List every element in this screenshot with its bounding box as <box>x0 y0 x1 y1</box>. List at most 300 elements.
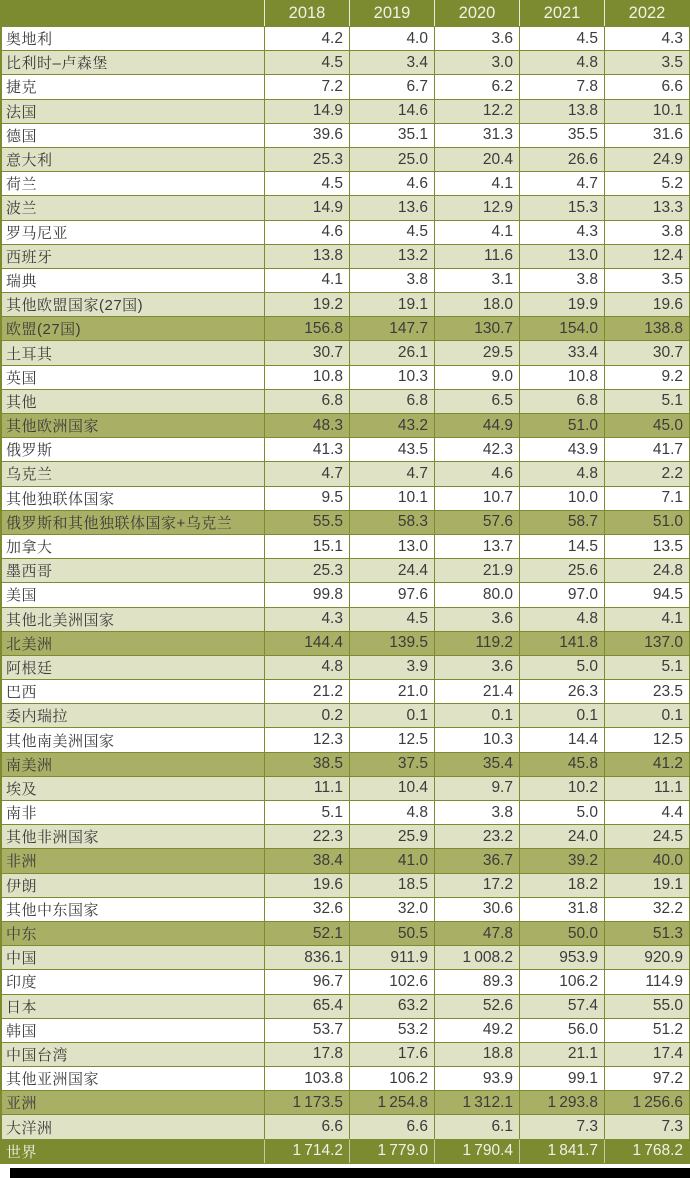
value-cell: 4.6 <box>434 461 519 485</box>
table-row <box>2 921 689 945</box>
header-row <box>2 0 689 26</box>
value-cell: 30.6 <box>434 897 519 921</box>
value-cell: 12.3 <box>264 727 349 751</box>
value-cell: 12.9 <box>434 195 519 219</box>
row-label: 罗马尼亚 <box>2 220 264 244</box>
value-cell: 14.4 <box>519 727 604 751</box>
value-cell: 97.2 <box>604 1066 689 1090</box>
row-label: 德国 <box>2 123 264 147</box>
table-row <box>2 994 689 1018</box>
table-row <box>2 1018 689 1042</box>
value-cell: 12.5 <box>604 727 689 751</box>
value-cell: 41.7 <box>604 437 689 461</box>
table-row <box>2 703 689 727</box>
value-cell: 96.7 <box>264 969 349 993</box>
value-cell: 6.8 <box>264 389 349 413</box>
value-cell: 32.2 <box>604 897 689 921</box>
value-cell: 4.4 <box>604 800 689 824</box>
value-cell: 21.2 <box>264 679 349 703</box>
value-cell: 48.3 <box>264 413 349 437</box>
value-cell: 3.5 <box>604 268 689 292</box>
table-row <box>2 244 689 268</box>
value-cell: 13.2 <box>349 244 434 268</box>
value-cell: 137.0 <box>604 631 689 655</box>
value-cell: 36.7 <box>434 848 519 872</box>
table-row <box>2 195 689 219</box>
value-cell: 9.0 <box>434 365 519 389</box>
table-row <box>2 897 689 921</box>
value-cell: 31.6 <box>604 123 689 147</box>
value-cell: 56.0 <box>519 1018 604 1042</box>
row-label: 捷克 <box>2 74 264 98</box>
value-cell: 7.3 <box>604 1114 689 1138</box>
value-cell: 7.2 <box>264 74 349 98</box>
value-cell: 14.9 <box>264 99 349 123</box>
value-cell: 33.4 <box>519 340 604 364</box>
value-cell: 10.3 <box>434 727 519 751</box>
table-row <box>2 147 689 171</box>
value-cell: 45.0 <box>604 413 689 437</box>
value-cell: 1 841.7 <box>519 1139 604 1163</box>
table-body <box>2 26 689 1163</box>
row-label: 其他欧洲国家 <box>2 413 264 437</box>
value-cell: 44.9 <box>434 413 519 437</box>
value-cell: 1 256.6 <box>604 1090 689 1114</box>
value-cell: 156.8 <box>264 316 349 340</box>
value-cell: 4.6 <box>264 220 349 244</box>
value-cell: 10.2 <box>519 776 604 800</box>
value-cell: 10.8 <box>264 365 349 389</box>
value-cell: 47.8 <box>434 921 519 945</box>
table-row <box>2 26 689 50</box>
value-cell: 24.8 <box>604 558 689 582</box>
value-cell: 35.4 <box>434 752 519 776</box>
value-cell: 51.0 <box>519 413 604 437</box>
value-cell: 32.6 <box>264 897 349 921</box>
table-row <box>2 873 689 897</box>
value-cell: 19.6 <box>604 292 689 316</box>
value-cell: 94.5 <box>604 582 689 606</box>
row-label: 北美洲 <box>2 631 264 655</box>
value-cell: 4.8 <box>519 461 604 485</box>
row-label: 其他非洲国家 <box>2 824 264 848</box>
value-cell: 1 714.2 <box>264 1139 349 1163</box>
value-cell: 11.1 <box>264 776 349 800</box>
row-label: 其他南美洲国家 <box>2 727 264 751</box>
row-label: 欧盟(27国) <box>2 316 264 340</box>
value-cell: 14.5 <box>519 534 604 558</box>
value-cell: 1 293.8 <box>519 1090 604 1114</box>
table-row <box>2 631 689 655</box>
value-cell: 12.2 <box>434 99 519 123</box>
value-cell: 97.0 <box>519 582 604 606</box>
value-cell: 3.5 <box>604 50 689 74</box>
value-cell: 37.5 <box>349 752 434 776</box>
value-cell: 45.8 <box>519 752 604 776</box>
value-cell: 9.5 <box>264 486 349 510</box>
row-label: 非洲 <box>2 848 264 872</box>
value-cell: 141.8 <box>519 631 604 655</box>
value-cell: 4.8 <box>519 50 604 74</box>
table-row <box>2 99 689 123</box>
value-cell: 5.2 <box>604 171 689 195</box>
value-cell: 2.2 <box>604 461 689 485</box>
value-cell: 14.6 <box>349 99 434 123</box>
value-cell: 30.7 <box>604 340 689 364</box>
value-cell: 102.6 <box>349 969 434 993</box>
value-cell: 17.4 <box>604 1042 689 1066</box>
value-cell: 29.5 <box>434 340 519 364</box>
value-cell: 5.1 <box>604 655 689 679</box>
header-year-2021: 2021 <box>519 0 604 26</box>
value-cell: 6.8 <box>349 389 434 413</box>
table-row <box>2 437 689 461</box>
value-cell: 3.8 <box>349 268 434 292</box>
value-cell: 19.1 <box>604 873 689 897</box>
value-cell: 6.1 <box>434 1114 519 1138</box>
row-label: 南美洲 <box>2 752 264 776</box>
value-cell: 38.5 <box>264 752 349 776</box>
row-label: 中国 <box>2 945 264 969</box>
value-cell: 4.7 <box>519 171 604 195</box>
value-cell: 3.8 <box>604 220 689 244</box>
row-label: 埃及 <box>2 776 264 800</box>
header-year-2022: 2022 <box>604 0 689 26</box>
value-cell: 13.6 <box>349 195 434 219</box>
value-cell: 41.0 <box>349 848 434 872</box>
table-row <box>2 123 689 147</box>
table-row <box>2 582 689 606</box>
value-cell: 0.2 <box>264 703 349 727</box>
table-row <box>2 220 689 244</box>
value-cell: 23.2 <box>434 824 519 848</box>
table-row <box>2 316 689 340</box>
row-label: 伊朗 <box>2 873 264 897</box>
value-cell: 19.2 <box>264 292 349 316</box>
table-row <box>2 74 689 98</box>
value-cell: 21.9 <box>434 558 519 582</box>
value-cell: 30.7 <box>264 340 349 364</box>
table-row <box>2 510 689 534</box>
row-label: 阿根廷 <box>2 655 264 679</box>
table-row <box>2 727 689 751</box>
value-cell: 41.3 <box>264 437 349 461</box>
value-cell: 55.0 <box>604 994 689 1018</box>
value-cell: 25.9 <box>349 824 434 848</box>
row-label: 美国 <box>2 582 264 606</box>
value-cell: 19.9 <box>519 292 604 316</box>
row-label: 大洋洲 <box>2 1114 264 1138</box>
value-cell: 18.5 <box>349 873 434 897</box>
value-cell: 7.8 <box>519 74 604 98</box>
value-cell: 24.0 <box>519 824 604 848</box>
row-label: 土耳其 <box>2 340 264 364</box>
value-cell: 80.0 <box>434 582 519 606</box>
value-cell: 31.3 <box>434 123 519 147</box>
value-cell: 3.0 <box>434 50 519 74</box>
row-label: 其他 <box>2 389 264 413</box>
row-label: 其他亚洲国家 <box>2 1066 264 1090</box>
table-row <box>2 171 689 195</box>
table-row <box>2 340 689 364</box>
table-row <box>2 824 689 848</box>
value-cell: 24.9 <box>604 147 689 171</box>
value-cell: 5.1 <box>264 800 349 824</box>
table-row <box>2 800 689 824</box>
value-cell: 6.7 <box>349 74 434 98</box>
value-cell: 10.1 <box>604 99 689 123</box>
value-cell: 6.2 <box>434 74 519 98</box>
value-cell: 4.0 <box>349 26 434 50</box>
table-row <box>2 389 689 413</box>
value-cell: 11.1 <box>604 776 689 800</box>
value-cell: 42.3 <box>434 437 519 461</box>
value-cell: 51.3 <box>604 921 689 945</box>
value-cell: 4.2 <box>264 26 349 50</box>
table-row <box>2 848 689 872</box>
row-label: 日本 <box>2 994 264 1018</box>
row-label: 瑞典 <box>2 268 264 292</box>
value-cell: 953.9 <box>519 945 604 969</box>
value-cell: 35.5 <box>519 123 604 147</box>
value-cell: 1 008.2 <box>434 945 519 969</box>
value-cell: 23.5 <box>604 679 689 703</box>
value-cell: 24.4 <box>349 558 434 582</box>
row-label: 意大利 <box>2 147 264 171</box>
value-cell: 40.0 <box>604 848 689 872</box>
table-row <box>2 365 689 389</box>
header-empty-cell <box>2 0 264 26</box>
value-cell: 6.8 <box>519 389 604 413</box>
table-row <box>2 534 689 558</box>
row-label: 巴西 <box>2 679 264 703</box>
row-label: 奥地利 <box>2 26 264 50</box>
table-row <box>2 413 689 437</box>
value-cell: 911.9 <box>349 945 434 969</box>
table-row <box>2 945 689 969</box>
value-cell: 4.8 <box>264 655 349 679</box>
value-cell: 99.8 <box>264 582 349 606</box>
value-cell: 147.7 <box>349 316 434 340</box>
value-cell: 52.6 <box>434 994 519 1018</box>
value-cell: 106.2 <box>519 969 604 993</box>
value-cell: 50.5 <box>349 921 434 945</box>
row-label: 加拿大 <box>2 534 264 558</box>
table-row <box>2 655 689 679</box>
value-cell: 89.3 <box>434 969 519 993</box>
value-cell: 55.5 <box>264 510 349 534</box>
row-label: 西班牙 <box>2 244 264 268</box>
value-cell: 6.5 <box>434 389 519 413</box>
value-cell: 12.4 <box>604 244 689 268</box>
value-cell: 18.0 <box>434 292 519 316</box>
table-row <box>2 558 689 582</box>
value-cell: 17.8 <box>264 1042 349 1066</box>
value-cell: 26.6 <box>519 147 604 171</box>
value-cell: 3.1 <box>434 268 519 292</box>
value-cell: 0.1 <box>349 703 434 727</box>
value-cell: 20.4 <box>434 147 519 171</box>
value-cell: 1 768.2 <box>604 1139 689 1163</box>
table-row <box>2 1042 689 1066</box>
value-cell: 18.8 <box>434 1042 519 1066</box>
value-cell: 11.6 <box>434 244 519 268</box>
value-cell: 63.2 <box>349 994 434 1018</box>
header-year-2020: 2020 <box>434 0 519 26</box>
value-cell: 9.2 <box>604 365 689 389</box>
value-cell: 43.5 <box>349 437 434 461</box>
value-cell: 4.6 <box>349 171 434 195</box>
value-cell: 25.6 <box>519 558 604 582</box>
value-cell: 65.4 <box>264 994 349 1018</box>
value-cell: 4.8 <box>519 607 604 631</box>
value-cell: 1 173.5 <box>264 1090 349 1114</box>
value-cell: 13.5 <box>604 534 689 558</box>
value-cell: 139.5 <box>349 631 434 655</box>
value-cell: 920.9 <box>604 945 689 969</box>
value-cell: 39.2 <box>519 848 604 872</box>
value-cell: 19.6 <box>264 873 349 897</box>
row-label: 波兰 <box>2 195 264 219</box>
value-cell: 50.0 <box>519 921 604 945</box>
value-cell: 4.3 <box>519 220 604 244</box>
value-cell: 4.8 <box>349 800 434 824</box>
value-cell: 52.1 <box>264 921 349 945</box>
value-cell: 4.5 <box>519 26 604 50</box>
value-cell: 25.3 <box>264 558 349 582</box>
row-label: 英国 <box>2 365 264 389</box>
row-label: 其他独联体国家 <box>2 486 264 510</box>
row-label: 中国台湾 <box>2 1042 264 1066</box>
table-row <box>2 292 689 316</box>
value-cell: 99.1 <box>519 1066 604 1090</box>
value-cell: 114.9 <box>604 969 689 993</box>
value-cell: 21.0 <box>349 679 434 703</box>
value-cell: 10.3 <box>349 365 434 389</box>
row-label: 印度 <box>2 969 264 993</box>
value-cell: 106.2 <box>349 1066 434 1090</box>
value-cell: 26.3 <box>519 679 604 703</box>
value-cell: 15.1 <box>264 534 349 558</box>
row-label: 俄罗斯和其他独联体国家+乌克兰 <box>2 510 264 534</box>
value-cell: 57.4 <box>519 994 604 1018</box>
value-cell: 58.3 <box>349 510 434 534</box>
value-cell: 13.8 <box>519 99 604 123</box>
value-cell: 4.1 <box>434 220 519 244</box>
value-cell: 5.0 <box>519 655 604 679</box>
table-row <box>2 1066 689 1090</box>
value-cell: 0.1 <box>434 703 519 727</box>
value-cell: 10.7 <box>434 486 519 510</box>
value-cell: 38.4 <box>264 848 349 872</box>
value-cell: 119.2 <box>434 631 519 655</box>
value-cell: 1 254.8 <box>349 1090 434 1114</box>
value-cell: 3.6 <box>434 607 519 631</box>
value-cell: 53.7 <box>264 1018 349 1042</box>
value-cell: 3.9 <box>349 655 434 679</box>
table-row <box>2 50 689 74</box>
value-cell: 53.2 <box>349 1018 434 1042</box>
value-cell: 103.8 <box>264 1066 349 1090</box>
value-cell: 4.3 <box>604 26 689 50</box>
value-cell: 4.1 <box>434 171 519 195</box>
value-cell: 4.1 <box>604 607 689 631</box>
value-cell: 3.8 <box>434 800 519 824</box>
value-cell: 10.0 <box>519 486 604 510</box>
value-cell: 4.5 <box>349 607 434 631</box>
value-cell: 5.0 <box>519 800 604 824</box>
value-cell: 18.2 <box>519 873 604 897</box>
value-cell: 7.1 <box>604 486 689 510</box>
value-cell: 25.3 <box>264 147 349 171</box>
value-cell: 22.3 <box>264 824 349 848</box>
value-cell: 4.7 <box>349 461 434 485</box>
value-cell: 39.6 <box>264 123 349 147</box>
row-label: 其他中东国家 <box>2 897 264 921</box>
value-cell: 6.6 <box>604 74 689 98</box>
table-row <box>2 1114 689 1138</box>
header-year-2018: 2018 <box>264 0 349 26</box>
value-cell: 93.9 <box>434 1066 519 1090</box>
row-label: 委内瑞拉 <box>2 703 264 727</box>
value-cell: 43.2 <box>349 413 434 437</box>
table-row <box>2 461 689 485</box>
value-cell: 3.8 <box>519 268 604 292</box>
value-cell: 4.5 <box>264 50 349 74</box>
row-label: 荷兰 <box>2 171 264 195</box>
value-cell: 138.8 <box>604 316 689 340</box>
value-cell: 3.4 <box>349 50 434 74</box>
value-cell: 35.1 <box>349 123 434 147</box>
row-label: 世界 <box>2 1139 264 1163</box>
value-cell: 14.9 <box>264 195 349 219</box>
value-cell: 154.0 <box>519 316 604 340</box>
value-cell: 0.1 <box>519 703 604 727</box>
value-cell: 17.2 <box>434 873 519 897</box>
value-cell: 10.1 <box>349 486 434 510</box>
value-cell: 24.5 <box>604 824 689 848</box>
table-row <box>2 679 689 703</box>
value-cell: 4.1 <box>264 268 349 292</box>
table-row <box>2 752 689 776</box>
table-row <box>2 268 689 292</box>
value-cell: 4.5 <box>264 171 349 195</box>
row-label: 亚洲 <box>2 1090 264 1114</box>
value-cell: 13.3 <box>604 195 689 219</box>
value-cell: 49.2 <box>434 1018 519 1042</box>
value-cell: 58.7 <box>519 510 604 534</box>
table-row <box>2 1139 689 1163</box>
value-cell: 0.1 <box>604 703 689 727</box>
table-row <box>2 969 689 993</box>
row-label: 俄罗斯 <box>2 437 264 461</box>
row-label: 南非 <box>2 800 264 824</box>
value-cell: 13.0 <box>349 534 434 558</box>
value-cell: 51.2 <box>604 1018 689 1042</box>
value-cell: 4.7 <box>264 461 349 485</box>
value-cell: 13.0 <box>519 244 604 268</box>
bottom-rule <box>10 1168 690 1178</box>
value-cell: 41.2 <box>604 752 689 776</box>
value-cell: 25.0 <box>349 147 434 171</box>
row-label: 其他欧盟国家(27国) <box>2 292 264 316</box>
table-row <box>2 607 689 631</box>
value-cell: 4.3 <box>264 607 349 631</box>
value-cell: 5.1 <box>604 389 689 413</box>
value-cell: 130.7 <box>434 316 519 340</box>
value-cell: 4.5 <box>349 220 434 244</box>
value-cell: 97.6 <box>349 582 434 606</box>
